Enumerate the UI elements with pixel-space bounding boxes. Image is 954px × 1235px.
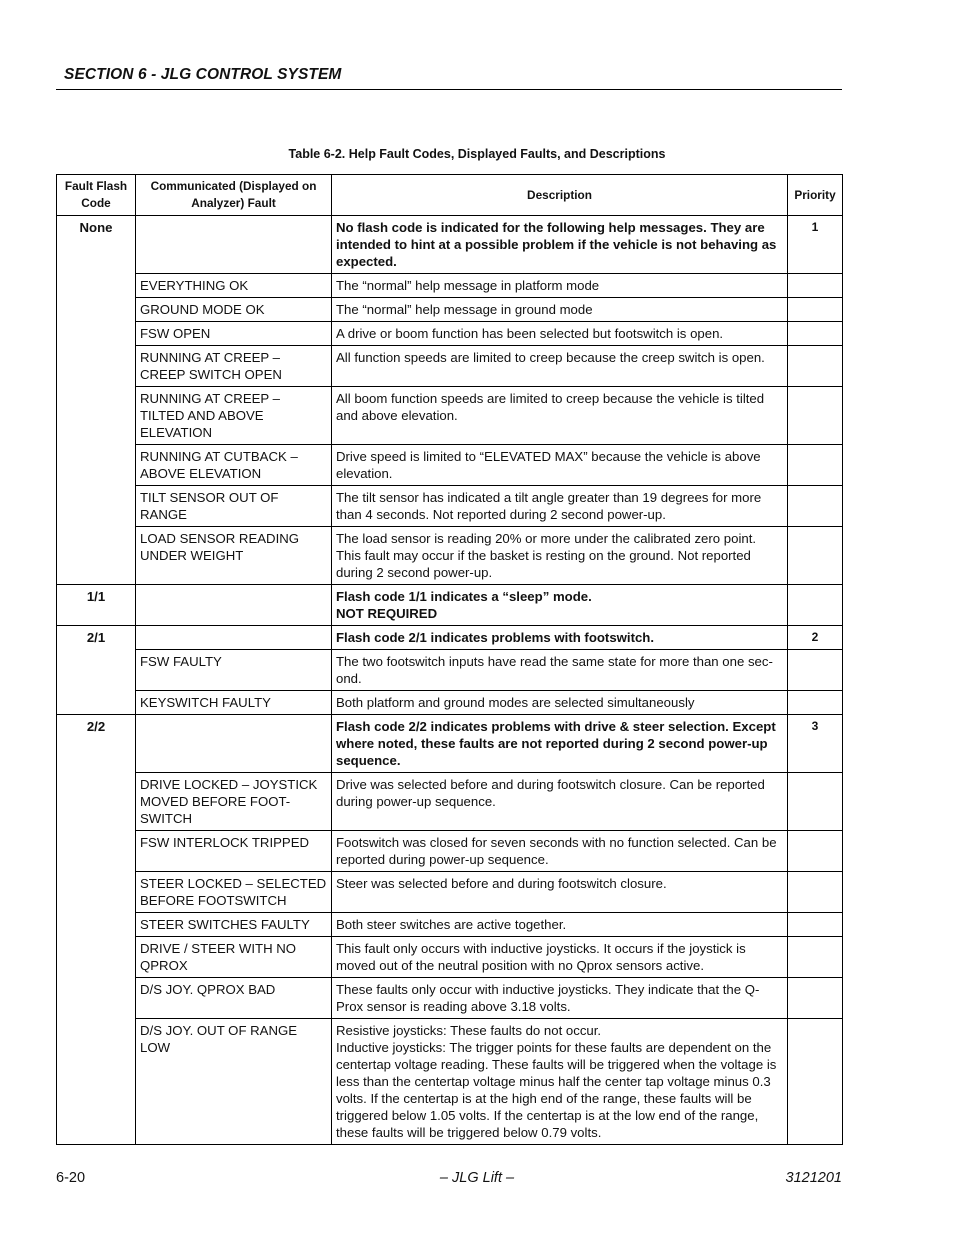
displayed-fault-cell: GROUND MODE OK bbox=[136, 298, 332, 322]
footer-publisher: – JLG Lift – bbox=[439, 1170, 515, 1186]
description-line: This fault only occurs with inductive joysticks. It occurs if the joystick is moved out of the neutral position with no Qprox sensors active. bbox=[336, 941, 746, 973]
header-fault-line1: Communicated (Displayed on bbox=[150, 179, 317, 193]
displayed-fault-cell bbox=[136, 715, 332, 773]
description-line: No flash code is indicated for the following help messages. They are intended to hint at a possible problem if the vehicle is not behaving as expected. bbox=[336, 220, 777, 269]
description-line: Drive speed is limited to “ELEVATED MAX” because the vehicle is above elevation. bbox=[336, 449, 761, 481]
header-fault-line2: Analyzer) Fault bbox=[191, 196, 276, 210]
priority-cell bbox=[788, 486, 843, 527]
displayed-fault-cell: DRIVE LOCKED – JOYSTICK MOVED BEFORE FOOT-SWITCH bbox=[136, 773, 332, 831]
description-line: Steer was selected before and during footswitch closure. bbox=[336, 876, 667, 891]
description-cell bbox=[332, 872, 788, 913]
description-line: The tilt sensor has indicated a tilt angle greater than 19 degrees for more than 4 seconds. Not reported during 2 second power-up. bbox=[336, 490, 762, 522]
priority-cell bbox=[788, 274, 843, 298]
priority-cell bbox=[788, 831, 843, 872]
description-line: Resistive joysticks: These faults do not occur. bbox=[336, 1023, 602, 1038]
table-row bbox=[57, 978, 843, 1019]
displayed-fault-cell: LOAD SENSOR READING UNDER WEIGHT bbox=[136, 527, 332, 585]
priority-cell bbox=[788, 978, 843, 1019]
description-cell bbox=[332, 527, 788, 585]
table-row bbox=[57, 346, 843, 387]
header-rule bbox=[56, 89, 842, 90]
displayed-fault-cell: RUNNING AT CUTBACK – ABOVE ELEVATION bbox=[136, 445, 332, 486]
description-cell bbox=[332, 274, 788, 298]
description-line: NOT REQUIRED bbox=[336, 606, 438, 621]
priority-cell bbox=[788, 650, 843, 691]
table-row bbox=[57, 1019, 843, 1145]
displayed-fault-cell: KEYSWITCH FAULTY bbox=[136, 691, 332, 715]
table-header-row bbox=[57, 175, 843, 216]
priority-cell bbox=[788, 872, 843, 913]
displayed-fault-cell: D/S JOY. QPROX BAD bbox=[136, 978, 332, 1019]
description-line: The load sensor is reading 20% or more under the calibrated zero point. This fault may occur if the basket is resting on the ground. Not reported during 2 second power-up. bbox=[336, 531, 757, 580]
description-cell bbox=[332, 773, 788, 831]
header-code-line1: Fault Flash bbox=[64, 179, 128, 193]
table-row bbox=[57, 274, 843, 298]
header-priority: Priority bbox=[788, 175, 843, 216]
description-cell bbox=[332, 715, 788, 773]
table-row bbox=[57, 216, 843, 274]
description-cell bbox=[332, 1019, 788, 1145]
table-row bbox=[57, 298, 843, 322]
description-cell bbox=[332, 937, 788, 978]
description-cell bbox=[332, 486, 788, 527]
description-line: All boom function speeds are limited to creep because the vehicle is tilted and above elevation. bbox=[336, 391, 765, 423]
description-cell bbox=[332, 322, 788, 346]
description-line: The “normal” help message in platform mode bbox=[336, 278, 600, 293]
header-description: Description bbox=[332, 175, 788, 216]
displayed-fault-cell: FSW OPEN bbox=[136, 322, 332, 346]
displayed-fault-cell: FSW INTERLOCK TRIPPED bbox=[136, 831, 332, 872]
description-cell bbox=[332, 445, 788, 486]
description-line: Both platform and ground modes are selected simultaneously bbox=[336, 695, 695, 710]
description-cell bbox=[332, 831, 788, 872]
displayed-fault-cell bbox=[136, 626, 332, 650]
priority-cell bbox=[788, 387, 843, 445]
fault-code-table bbox=[56, 174, 843, 1145]
table-row bbox=[57, 387, 843, 445]
displayed-fault-cell: RUNNING AT CREEP – TILTED AND ABOVE ELEVATION bbox=[136, 387, 332, 445]
priority-cell bbox=[788, 346, 843, 387]
description-line: Flash code 2/2 indicates problems with drive & steer selection. Except where noted, these faults are not reported during 2 second power-up sequence. bbox=[336, 719, 776, 768]
displayed-fault-cell: STEER LOCKED – SELECTED BEFORE FOOTSWITCH bbox=[136, 872, 332, 913]
fault-flash-code-cell: 2/1 bbox=[57, 626, 136, 715]
table-caption: Table 6-2. Help Fault Codes, Displayed Faults, and Descriptions bbox=[288, 147, 666, 161]
table-row bbox=[57, 715, 843, 773]
priority-cell bbox=[788, 1019, 843, 1145]
priority-cell bbox=[788, 773, 843, 831]
table-row bbox=[57, 527, 843, 585]
fault-flash-code-cell: None bbox=[57, 216, 136, 585]
table-row bbox=[57, 585, 843, 626]
displayed-fault-cell bbox=[136, 216, 332, 274]
priority-cell: 3 bbox=[788, 715, 843, 773]
description-line: Drive was selected before and during footswitch closure. Can be reported during power-up sequence. bbox=[336, 777, 765, 809]
table-row bbox=[57, 937, 843, 978]
table-body bbox=[57, 216, 843, 1145]
displayed-fault-cell: RUNNING AT CREEP – CREEP SWITCH OPEN bbox=[136, 346, 332, 387]
table-row bbox=[57, 650, 843, 691]
description-line: Footswitch was closed for seven seconds with no function selected. Can be reported during power-up sequence. bbox=[336, 835, 777, 867]
document-number: 3121201 bbox=[785, 1170, 842, 1186]
header-fault-flash-code bbox=[57, 175, 136, 216]
description-cell bbox=[332, 585, 788, 626]
table-row bbox=[57, 773, 843, 831]
table-row bbox=[57, 445, 843, 486]
description-line: All function speeds are limited to creep because the creep switch is open. bbox=[336, 350, 765, 365]
table-row bbox=[57, 913, 843, 937]
description-line: Flash code 2/1 indicates problems with footswitch. bbox=[336, 630, 655, 645]
section-title: SECTION 6 - JLG CONTROL SYSTEM bbox=[64, 66, 342, 83]
header-code-line2: Code bbox=[81, 196, 111, 210]
displayed-fault-cell: DRIVE / STEER WITH NO QPROX bbox=[136, 937, 332, 978]
description-line: The two footswitch inputs have read the same state for more than one sec-ond. bbox=[336, 654, 773, 686]
description-cell bbox=[332, 626, 788, 650]
table-row bbox=[57, 691, 843, 715]
displayed-fault-cell bbox=[136, 585, 332, 626]
description-cell bbox=[332, 387, 788, 445]
table-row bbox=[57, 831, 843, 872]
priority-cell bbox=[788, 298, 843, 322]
displayed-fault-cell: FSW FAULTY bbox=[136, 650, 332, 691]
description-line: The “normal” help message in ground mode bbox=[336, 302, 593, 317]
displayed-fault-cell: STEER SWITCHES FAULTY bbox=[136, 913, 332, 937]
priority-cell bbox=[788, 913, 843, 937]
description-cell bbox=[332, 978, 788, 1019]
table-row bbox=[57, 626, 843, 650]
displayed-fault-cell: EVERYTHING OK bbox=[136, 274, 332, 298]
description-line: Inductive joysticks: The trigger points for these faults are dependent on the centertap voltage reading. These faults will be triggered when the voltage is less than the centertap voltage minus half the center tap voltage minus 0.3 volts. If the centertap is at the high end of the range, these faults will be triggered below 1.05 volts. If the centertap is at the low end of the range, these faults will be triggered below 0.79 volts. bbox=[336, 1040, 777, 1140]
description-cell bbox=[332, 298, 788, 322]
description-line: Flash code 1/1 indicates a “sleep” mode. bbox=[336, 589, 592, 604]
table-row bbox=[57, 872, 843, 913]
description-cell bbox=[332, 650, 788, 691]
priority-cell: 2 bbox=[788, 626, 843, 650]
priority-cell bbox=[788, 445, 843, 486]
priority-cell bbox=[788, 527, 843, 585]
description-cell bbox=[332, 346, 788, 387]
description-line: Both steer switches are active together. bbox=[336, 917, 567, 932]
description-line: These faults only occur with inductive joysticks. They indicate that the Q-Prox sensor is reading above 3.18 volts. bbox=[336, 982, 760, 1014]
displayed-fault-cell: TILT SENSOR OUT OF RANGE bbox=[136, 486, 332, 527]
description-cell bbox=[332, 913, 788, 937]
priority-cell bbox=[788, 691, 843, 715]
table-row bbox=[57, 486, 843, 527]
priority-cell: 1 bbox=[788, 216, 843, 274]
displayed-fault-cell: D/S JOY. OUT OF RANGE LOW bbox=[136, 1019, 332, 1145]
priority-cell bbox=[788, 322, 843, 346]
page-number: 6-20 bbox=[56, 1170, 86, 1186]
table-row bbox=[57, 322, 843, 346]
description-line: A drive or boom function has been selected but footswitch is open. bbox=[336, 326, 724, 341]
priority-cell bbox=[788, 585, 843, 626]
header-communicated-fault bbox=[136, 175, 332, 216]
description-cell bbox=[332, 691, 788, 715]
fault-flash-code-cell: 2/2 bbox=[57, 715, 136, 1145]
fault-flash-code-cell: 1/1 bbox=[57, 585, 136, 626]
description-cell bbox=[332, 216, 788, 274]
priority-cell bbox=[788, 937, 843, 978]
